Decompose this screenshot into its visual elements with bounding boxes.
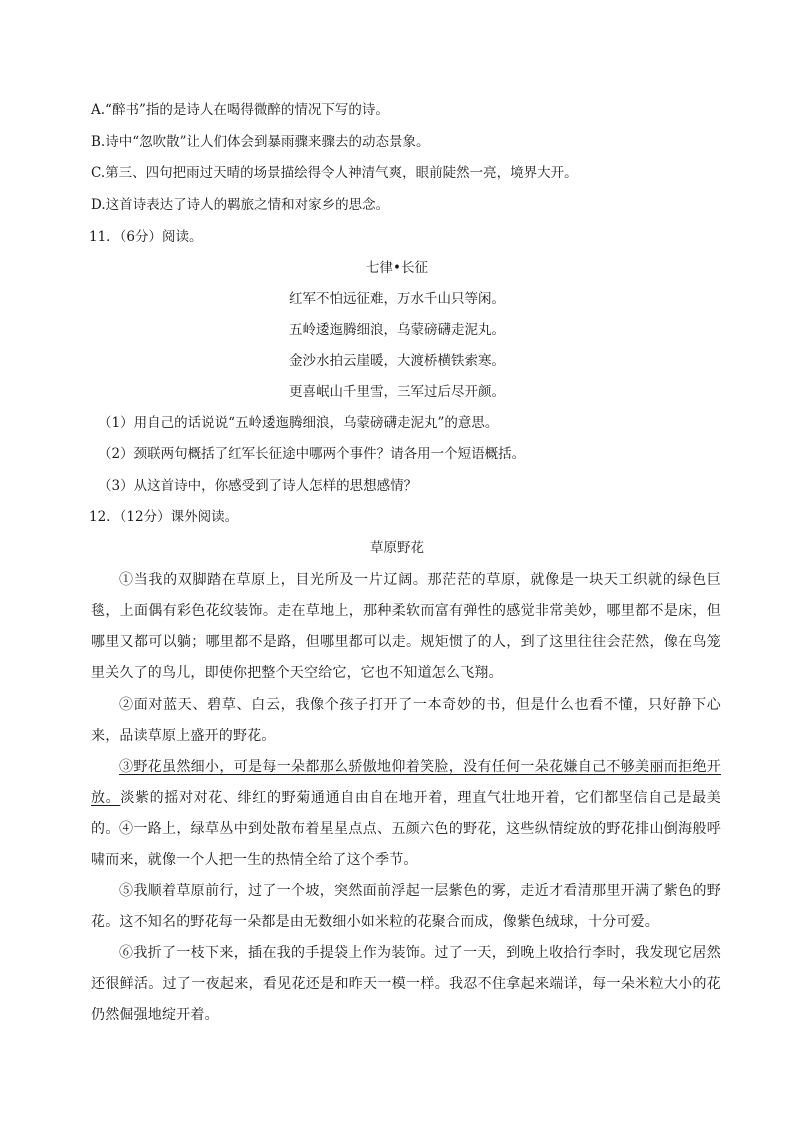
- question-11-sub-3: （3）从这首诗中，你感受到了诗人怎样的思想感情？: [98, 478, 418, 494]
- question-11-sub-1: （1）用自己的话说说“五岭逶迤腾细浪，乌蒙磅礴走泥丸”的意思。: [98, 415, 499, 431]
- poem-line-2: 五岭逶迤腾细浪，乌蒙磅礴走泥丸。: [289, 322, 505, 338]
- article-paragraph-6: ⑥我折了一枝下来，插在我的手提袋上作为装饰。过了一天，到晚上收拾行李时，我发现它居然还很鲜活。过了一夜起来，看见花还是和昨天一模一样。我忍不住拿起来端详，每一朵米粒大小的花仍然倔强地绽开着。: [91, 945, 721, 1023]
- article-title: 草原野花: [370, 540, 424, 556]
- article-paragraph-4: ④一路上，绿草丛中到处散布着星星点点、五颜六色的野花，这些纵情绽放的野花排山倒海般呼啸而来，就像一个人把一生的热情全给了这个季节。: [91, 821, 721, 868]
- poem-title: 七律•长征: [366, 260, 428, 276]
- article-paragraph-2: ②面对蓝天、碧草、白云，我像个孩子打开了一本奇妙的书，但是什么也看不懂，只好静下心来，品读草原上盛开的野花。: [91, 697, 721, 744]
- article-paragraph-5: ⑤我顺着草原前行，过了一个坡，突然面前浮起一层紫色的雾，走近才看清那里开满了紫色的野花。这不知名的野花每一朵都是由无数细小如米粒的花聚合而成，像紫色绒球，十分可爱。: [91, 883, 721, 930]
- underlined-sentence: ③野花虽然细小，可是每一朵都那么骄傲地仰着笑脸，没有任何一朵花嫌自己不够美丽而拒绝开放。: [91, 759, 721, 806]
- option-c: C.第三、四句把雨过天晴的场景描绘得令人神清气爽，眼前陡然一亮，境界大开。: [91, 165, 578, 181]
- poem-line-3: 金沙水拍云崖暖，大渡桥横铁索寒。: [289, 353, 505, 369]
- question-11-sub-2: （2）颈联两句概括了红军长征途中哪两个事件？请各用一个短语概括。: [98, 446, 526, 462]
- option-d: D.这首诗表达了诗人的羁旅之情和对家乡的思念。: [91, 197, 390, 213]
- article-paragraph-1: ①当我的双脚踏在草原上，目光所及一片辽阔。那茫茫的草原，就像是一块天工织就的绿色巨毯，上面偶有彩色花纹装饰。走在草地上，那种柔软而富有弹性的感觉非常美妙，哪里都不是床，但哪里又都可以躺；哪里都不是路，但哪里都可以走。规矩惯了的人，到了这里往往会茫然，像在鸟笼里关久了的鸟儿，即使你把整个天空给它，它也不知道怎么飞翔。: [91, 572, 721, 681]
- poem-line-1: 红军不怕远征难，万水千山只等闲。: [289, 291, 505, 307]
- paragraph-3-rest: 淡紫的摇对对花、绯红的野菊通通自由自在地开着，理直气壮地开着，它们都坚信自己是最美的。: [91, 790, 721, 837]
- option-b: B.诗中“忽吹散”让人们体会到暴雨骤来骤去的动态景象。: [91, 134, 430, 150]
- question-11-header: 11．（6分）阅读。: [89, 229, 203, 245]
- question-12-header: 12．（12分）课外阅读。: [89, 509, 239, 525]
- option-a: A.“醉书”指的是诗人在喝得微醉的情况下写的诗。: [91, 102, 389, 118]
- poem-line-4: 更喜岷山千里雪，三军过后尽开颜。: [289, 384, 505, 400]
